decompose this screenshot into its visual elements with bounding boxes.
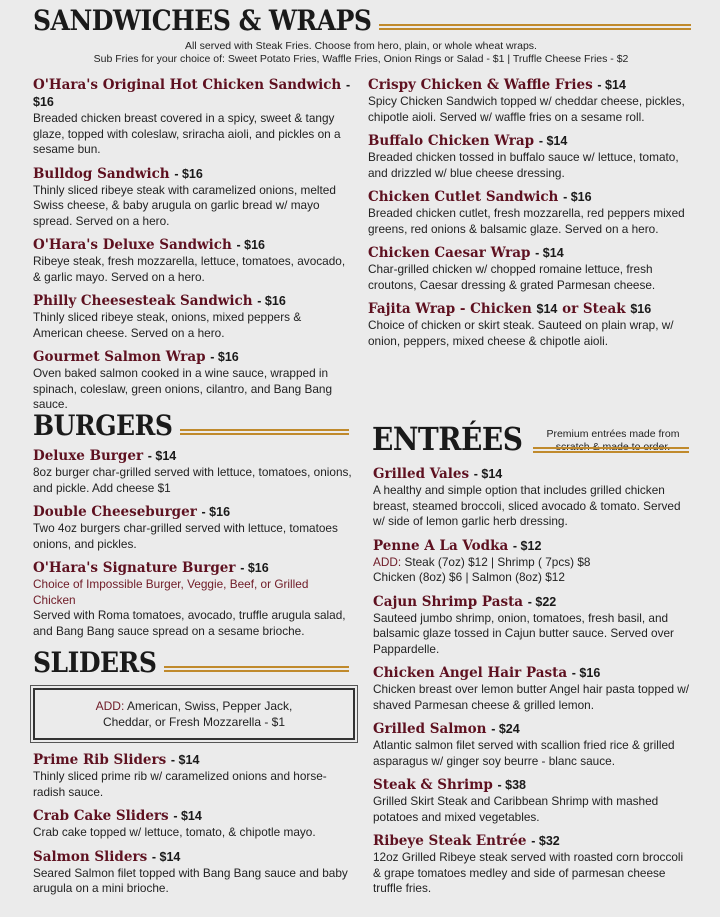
menu-item-penne: Penne A La Vodka - $12 ADD: Steak (7oz) $12 | Shrimp ( 7pcs) $8 Chicken (8oz) $6 | Salmon (8oz) $12 (373, 537, 591, 584)
decorative-rule (180, 429, 349, 435)
section-header-burgers (33, 409, 349, 442)
menu-item: O'Hara's Original Hot Chicken Sandwich - $16 Breaded chicken breast covered in a spicy, sweet & tangy glaze, topped with coleslaw, sriracha aioli, and pickles on a sesame bun. (33, 77, 351, 156)
section-title: ENTRÉES (372, 420, 523, 458)
menu-item: Crab Cake Sliders - $14 Crab cake topped w/ lettuce, tomato, & chipotle mayo. (33, 808, 316, 839)
menu-item: Chicken Cutlet Sandwich - $16 Breaded chicken cutlet, fresh mozzarella, red peppers mixed greens, red onions & balsamic glaze. Served on a hero. (368, 189, 685, 236)
sandwiches-note: All served with Steak Fries. Choose from hero, plain, or whole wheat wraps. Sub Fries for your choice of: Sweet Potato Fries, Waffle Fries, Onion Rings or Salad - $1 | Truffle Cheese Fries - $2 (93, 40, 629, 65)
menu-item-fajita: Fajita Wrap - Chicken $14 or Steak $16 Choice of chicken or skirt steak. Sauteed on plain wrap, w/ onion, peppers, mixed cheese & chipotle aioli. (368, 301, 674, 348)
decorative-rule (164, 666, 349, 672)
menu-item: Grilled Salmon - $24 Atlantic salmon filet served with scallion fried rice & grilled asparagus w/ ginger soy beurre - blanc sauce. (373, 721, 675, 768)
sandwiches-right-column (368, 77, 690, 357)
sandwiches-left-column (33, 77, 353, 421)
menu-item: Crispy Chicken & Waffle Fries - $14 Spicy Chicken Sandwich topped w/ cheddar cheese, pickles, chipotle aioli. Served w/ waffle fries on a sesame roll. (368, 77, 685, 124)
menu-item: O'Hara's Deluxe Sandwich - $16 Ribeye steak, fresh mozzarella, lettuce, tomatoes, avocado, & garlic mayo. Served on a hero. (33, 237, 346, 284)
menu-item: Grilled Vales - $14 A healthy and simple option that includes grilled chicken breast, steamed broccoli, sliced avocado & tomato. Served w/ side of lemon garlic herb dressing. (373, 466, 681, 528)
menu-item: Chicken Caesar Wrap - $14 Char-grilled chicken w/ chopped romaine lettuce, fresh croutons, Caesar dressing & grated Parmesan cheese. (368, 245, 656, 292)
menu-item: Gourmet Salmon Wrap - $16 Oven baked salmon cooked in a wine sauce, wrapped in spinach, coleslaw, green onions, cilantro, and Bang Bang sauce. (33, 349, 333, 411)
menu-item: Philly Cheesesteak Sandwich - $16 Thinly sliced ribeye steak, onions, mixed peppers & American cheese. Served on a hero. (33, 293, 302, 340)
menu-item: Prime Rib Sliders - $14 Thinly sliced prime rib w/ caramelized onions and horse-radish sauce. (33, 752, 327, 799)
menu-item-signature-burger: O'Hara's Signature Burger - $16 Choice of Impossible Burger, Veggie, Beef, or Grilled Chicken Served with Roma tomatoes, avocado, truffle arugula salad, and Bang Bang sauce spread on a sesame brioche. (33, 560, 346, 638)
decorative-rule (533, 447, 689, 453)
section-title: SANDWICHES & WRAPS (33, 4, 372, 37)
sliders-add-box: ADD: American, Swiss, Pepper Jack, Cheddar, or Fresh Mozzarella - $1 (33, 688, 355, 740)
entrees-note: Premium entrées made from scratch & made to order. (546, 428, 680, 453)
sliders-column (33, 752, 353, 905)
menu-item: Buffalo Chicken Wrap - $14 Breaded chicken tossed in buffalo sauce w/ lettuce, tomato, and drizzled w/ blue cheese dressing. (368, 133, 679, 180)
section-title: BURGERS (33, 409, 173, 442)
section-header-sliders (33, 646, 349, 679)
menu-item: Ribeye Steak Entrée - $32 12oz Grilled Ribeye steak served with roasted corn broccoli & grape tomatoes medley and side of parmesan cheese truffle fries. (373, 833, 684, 895)
section-title: SLIDERS (33, 646, 157, 679)
menu-item: Chicken Angel Hair Pasta - $16 Chicken breast over lemon butter Angel hair pasta topped w/ shaved Parmesan cheese & grilled lemon. (373, 665, 690, 712)
section-header-sandwiches (33, 4, 691, 37)
menu-item: Steak & Shrimp - $38 Grilled Skirt Steak and Caribbean Shrimp with mashed potatoes and mixed vegetables. (373, 777, 659, 824)
menu-item: Cajun Shrimp Pasta - $22 Sauteed jumbo shrimp, onion, tomatoes, fresh basil, and balsamic glaze tossed in Cajun butter sauce. Served over Pappardelle. (373, 593, 674, 656)
burgers-column (33, 448, 353, 647)
entrees-column (373, 466, 691, 905)
menu-item: Bulldog Sandwich - $16 Thinly sliced ribeye steak with caramelized onions, melted Swiss cheese, & baby arugula on garlic bread w/ mayo spread. Served on a hero. (33, 165, 336, 228)
menu-item: Double Cheeseburger - $16 Two 4oz burgers char-grilled served with lettuce, tomatoes onions, and pickles. (33, 504, 338, 551)
menu-item: Deluxe Burger - $14 8oz burger char-grilled served with lettuce, tomatoes, onions, and pickle. Add cheese $1 (33, 448, 352, 495)
menu-item: Salmon Sliders - $14 Seared Salmon filet topped with Bang Bang sauce and baby arugula on a mini brioche. (33, 848, 348, 895)
decorative-rule (379, 24, 691, 30)
